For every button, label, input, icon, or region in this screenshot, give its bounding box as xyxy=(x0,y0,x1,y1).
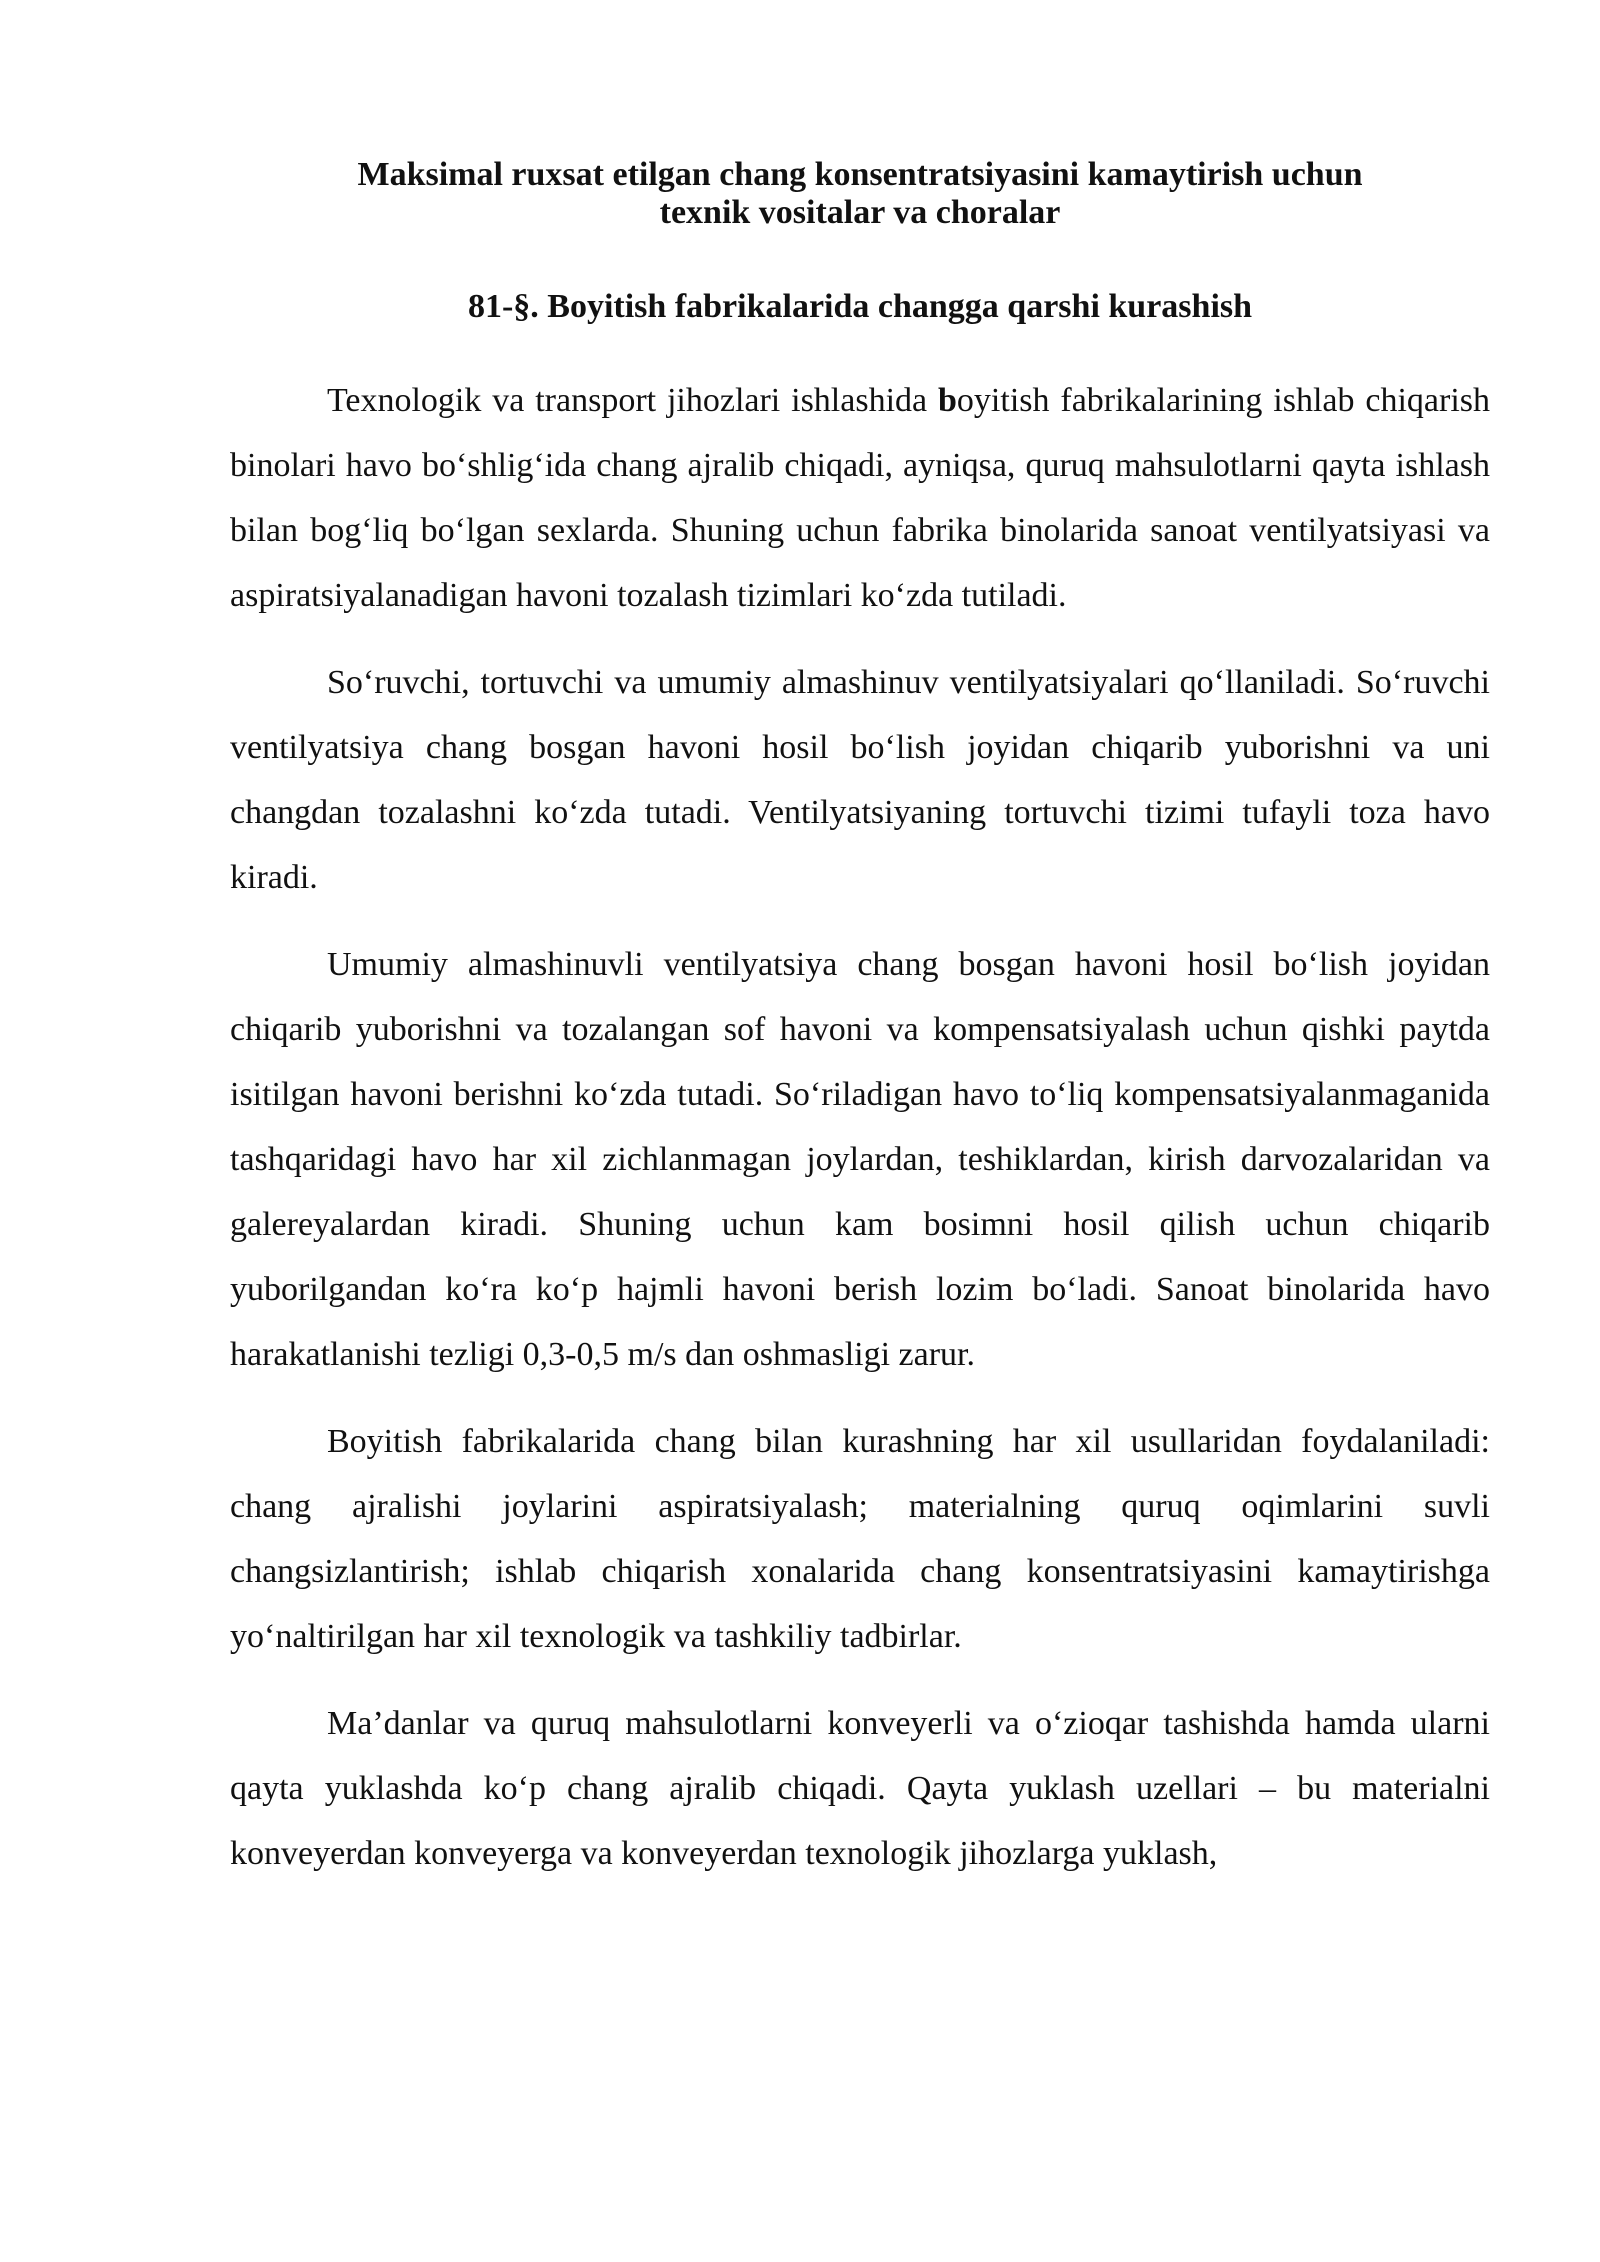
paragraph-2: So‘ruvchi, tortuvchi va umumiy almashinuv ventilyatsiyalari qo‘llaniladi. So‘ruvchi ventilyatsiya chang bosgan havoni hosil bo‘lish joyidan chiqarib yuborishni va uni changdan tozalashni ko‘zda tutadi. Ventilyatsiyaning tortuvchi tizimi tufayli toza havo kiradi. xyxy=(230,664,1490,896)
paragraph-1 xyxy=(230,368,1490,628)
section-title: 81-§. Boyitish fabrikalarida changga qarshi kurashish xyxy=(467,288,1253,325)
paragraph-1-start: Texnologik va transport jihozlari ishlashida xyxy=(327,382,938,419)
document-title xyxy=(230,156,1490,232)
document-body xyxy=(230,368,1490,1886)
document-title-line-1: Maksimal ruxsat etilgan chang konsentratsiyasini kamaytirish uchun xyxy=(357,156,1363,193)
document-title-line-2: texnik vositalar va choralar xyxy=(659,194,1061,231)
paragraph-4: Boyitish fabrikalarida chang bilan kurashning har xil usullaridan foydalaniladi: chang ajralishi joylarini aspiratsiyalash; materialning quruq oqimlarini suvli changsizlantirish; ishlab chiqarish xonalarida chang konsentratsiyasini kamaytirishga yo‘naltirilgan har xil texnologik va tashkiliy tadbirlar. xyxy=(230,1423,1490,1655)
paragraph-3: Umumiy almashinuvli ventilyatsiya chang bosgan havoni hosil bo‘lish joyidan chiqarib yuborishni va tozalangan sof havoni va kompensatsiyalash uchun qishki paytda isitilgan havoni berishni ko‘zda tutadi. So‘riladigan havo to‘liq kompensatsiyalanmaganida tashqaridagi havo har xil zichlanmagan joylardan, teshiklardan, kirish darvozalaridan va galereyalardan kiradi. Shuning uchun kam bosimni hosil qilish uchun chiqarib yuborilgandan ko‘ra ko‘p hajmli havoni berish lozim bo‘ladi. Sanoat binolarida havo harakatlanishi tezligi 0,3-0,5 m/s dan oshmasligi zarur. xyxy=(230,946,1490,1373)
paragraph-1-rest: oyitish fabrikalarining ishlab chiqarish binolari havo bo‘shlig‘ida chang ajralib chiqadi, ayniqsa, quruq mahsulotlarni qayta ishlash bilan bog‘liq bo‘lgan sexlarda. Shuning uchun fabrika binolarida sanoat ventilyatsiyasi va aspiratsiyalanadigan havoni tozalash tizimlari ko‘zda tutiladi. xyxy=(230,382,1490,614)
paragraph-1-bold-letter: b xyxy=(938,382,957,419)
paragraph-5: Ma’danlar va quruq mahsulotlarni konveyerli va o‘zioqar tashishda hamda ularni qayta yuklashda ko‘p chang ajralib chiqadi. Qayta yuklash uzellari – bu materialni konveyerdan konveyerga va konveyerdan texnologik jihozlarga yuklash, xyxy=(230,1705,1490,1872)
